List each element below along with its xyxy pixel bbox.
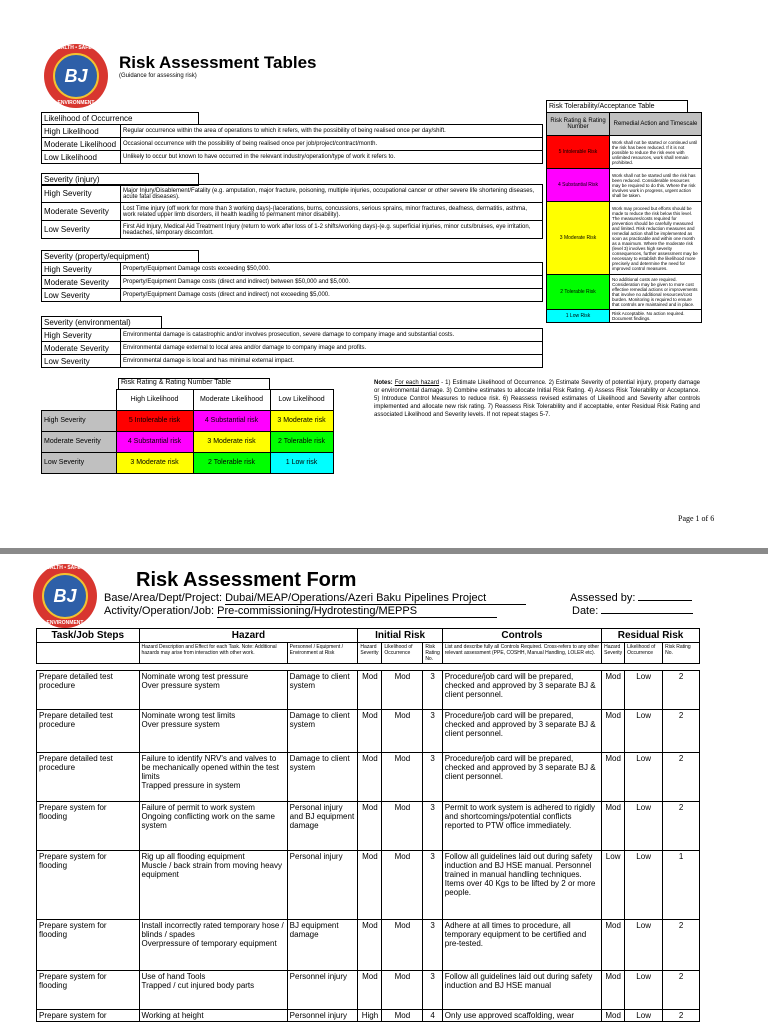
- cell-sev: Mod: [358, 802, 382, 851]
- cell-lik: Mod: [382, 802, 423, 851]
- page-2: [0, 554, 768, 1024]
- table-row: [37, 851, 700, 920]
- cell-at-risk: Damage to client system: [287, 671, 358, 710]
- activity-value: Pre-commissioning/Hydrotesting/MEPPS: [217, 605, 497, 618]
- cell-rnum: 2: [663, 971, 700, 1010]
- cell-sev: Mod: [358, 753, 382, 802]
- form-title: Risk Assessment Form: [136, 569, 357, 591]
- cell-rsev: Mod: [602, 753, 625, 802]
- cell-hazard: Nominate wrong test pressure Over pressure system: [139, 671, 287, 710]
- activity-line: Activity/Operation/Job: Pre-commissioning/Hydrotesting/MEPPS: [104, 605, 497, 617]
- environmental-header: Severity (environmental): [41, 316, 162, 329]
- cell-rsev: Mod: [602, 920, 625, 971]
- cell-at-risk: Damage to client system: [287, 710, 358, 753]
- cell-controls: Adhere at all times to procedure, all temporary equipment to be certified and pre-tested.: [442, 920, 601, 971]
- cell-lik: Mod: [382, 710, 423, 753]
- cell-lik: Mod: [382, 671, 423, 710]
- cell-num: 3: [423, 971, 442, 1010]
- table-row: [37, 710, 700, 753]
- cell-controls: Procedure/job card will be prepared, checked and approved by 3 separate BJ & client personnel.: [442, 753, 601, 802]
- cell-hazard: Failure to identify NRV's and valves to be mechanically opened within the test limits Trapped pressure in system: [139, 753, 287, 802]
- cell-controls: Procedure/job card will be prepared, checked and approved by 3 separate BJ & client personnel.: [442, 710, 601, 753]
- date-line: Date:: [572, 605, 693, 617]
- cell-rlik: Low: [625, 671, 663, 710]
- cell-task: Prepare detailed test procedure: [37, 671, 140, 710]
- base-line: Base/Area/Dept/Project: Dubai/MEAP/Operations/Azeri Baku Pipelines Project: [104, 592, 526, 604]
- cell-lik: Mod: [382, 753, 423, 802]
- base-value: Dubai/MEAP/Operations/Azeri Baku Pipelines Project: [225, 592, 526, 605]
- cell-rsev: Mod: [602, 802, 625, 851]
- cell-num: 3: [423, 920, 442, 971]
- hse-logo-icon: HEALTH • SAFETY BJ ENVIRONMENT: [44, 44, 108, 108]
- injury-header: Severity (injury): [41, 173, 199, 186]
- table-row: [37, 802, 700, 851]
- cell-rlik: Low: [625, 753, 663, 802]
- cell-controls: Follow all guidelines laid out during safety induction and BJ HSE manual: [442, 971, 601, 1010]
- cell-task: Prepare detailed test procedure: [37, 753, 140, 802]
- environmental-table: High Severity Environmental damage is catastrophic and/or involves prosecution, severe damage to company image and substantial costs. Moderate Severity Environmental damage external to local area and/or damage to company image and profits. Low Severity Environmental damage is local and has minimal external impact.: [41, 328, 543, 368]
- cell-at-risk: Personal injury: [287, 851, 358, 920]
- cell-task: Prepare system for flooding: [37, 971, 140, 1010]
- cell-task: Prepare detailed test procedure: [37, 710, 140, 753]
- cell-lik: Mod: [382, 920, 423, 971]
- cell-task: Prepare system for flooding: [37, 802, 140, 851]
- table-row: [37, 971, 700, 1010]
- cell-controls: Procedure/job card will be prepared, checked and approved by 3 separate BJ & client personnel.: [442, 671, 601, 710]
- cell-at-risk: Personnel injury: [287, 971, 358, 1010]
- cell-hazard: Rig up all flooding equipment Muscle / back strain from moving heavy equipment: [139, 851, 287, 920]
- cell-sev: Mod: [358, 971, 382, 1010]
- likelihood-table: High Likelihood Regular occurrence within the area of operations to which it refers, with the possibility of being realised once per day/shift. Moderate Likelihood Occasional occurrence with the possibility of being realised once per job/project/contract/month. Low Likelihood Unlikely to occur but known to have occurred in the relevant industry/operation/type of work it refers to.: [41, 124, 543, 164]
- cell-at-risk: Personal injury and BJ equipment damage: [287, 802, 358, 851]
- cell-sev: Mod: [358, 671, 382, 710]
- table-row: [37, 753, 700, 802]
- cell-hazard: Nominate wrong test limits Over pressure system: [139, 710, 287, 753]
- cell-sev: Mod: [358, 710, 382, 753]
- cell-rlik: Low: [625, 971, 663, 1010]
- cell-rnum: 1: [663, 851, 700, 920]
- cell-hazard: Failure of permit to work system Ongoing conflicting work on the same system: [139, 802, 287, 851]
- cell-num: 3: [423, 671, 442, 710]
- cell-rsev: Low: [602, 851, 625, 920]
- cell-task: Prepare system for flooding: [37, 920, 140, 971]
- cell-rsev: Mod: [602, 710, 625, 753]
- cell-sev: Mod: [358, 851, 382, 920]
- page-subtitle: (Guidance for assessing risk): [119, 73, 197, 79]
- cell-num: 3: [423, 802, 442, 851]
- notes: Notes: For each hazard - 1) Estimate Likelihood of Occurrence. 2) Estimate Severity of potential injury, property damage or environmental damage. 3) Combine estimates to allocate Initial Risk Rating. 4) Assess Risk Tolerability or Acceptance. 5) Introduce Control Measures to reduce risk. 6) Reassess revised estimates of Likelihood and Severity after controls implemented and allocate new risk rating. 7) Reassess Risk Tolerability and if acceptable, enter Residual Risk Rating and associated Likelihood and Severity levels. If not repeat stages 5-7.: [374, 380, 700, 418]
- cell-task: Prepare system for flooding: [37, 851, 140, 920]
- cell-at-risk: Damage to client system: [287, 753, 358, 802]
- cell-sev: Mod: [358, 920, 382, 971]
- cell-lik: Mod: [382, 851, 423, 920]
- cell-controls: Permit to work system is adhered to rigidly and shortcomings/potential conflicts reported to PTW office immediately.: [442, 802, 601, 851]
- cell-rnum: 2: [663, 753, 700, 802]
- cell-rnum: 2: [663, 802, 700, 851]
- cell-hazard: Use of hand Tools Trapped / cut injured body parts: [139, 971, 287, 1010]
- table-row: Prepare system for Working at height Personnel injury High Mod 4 Only use approved scaffolding, wear Mod Low 2: [37, 1010, 700, 1022]
- cell-rsev: Mod: [602, 971, 625, 1010]
- property-header: Severity (property/equipment): [41, 250, 199, 263]
- cell-rlik: Low: [625, 802, 663, 851]
- cell-rlik: Low: [625, 920, 663, 971]
- cell-hazard: Install incorrectly rated temporary hose / blinds / spades Overpressure of temporary equipment: [139, 920, 287, 971]
- assessed-by-line: Assessed by:: [570, 592, 692, 604]
- cell-rnum: 2: [663, 920, 700, 971]
- tolerability-header: Risk Tolerability/Acceptance Table: [546, 100, 688, 113]
- tolerability-table: Risk Rating & Rating Number Remedial Action and Timescale 5 Intolerable Risk Work shall not be started or continued until the risk has been reduced. If it is not possible to reduce the risk even with unlimited resources, work shall remain prohibited. 4 Substantial Risk Work shall not be started until the risk has been reduced. Considerable resources may be required to do this. Where the risk involves work in progress, urgent action shall be taken. 3 Moderate Risk Work may proceed but efforts should be made to reduce the risk below this level. The measures/costs required for prevention should be carefully measured and limited. Risk reduction measures and remedial action shall be implemented as soon as practicable and within one month as a maximum. Where the moderate risk (level 3) involves high severity consequences, further assessment may be necessary to establish the likelihood more precisely and determine the need for improved control measures. 2 Tolerable Risk No additional costs are required. Consideration may be given to more cost effective remedial actions or improvements that involve no additional resources/cost burden. Monitoring is required to ensure that controls are maintained and in place. 1 Low Risk Risk Acceptable. No action required. Document findings.: [546, 112, 702, 323]
- page-title: Risk Assessment Tables: [119, 53, 317, 72]
- injury-table: High Severity Major Injury/Disablement/Fatality (e.g. amputation, major fracture, poisoning, multiple injuries, occupational cancer or other severe life shortening diseases, acute fatal diseases). Moderate Severity Lost Time injury (off work for more than 3 working days)-(lacerations, burns, concussions, serious sprains, minor fractures, deafness, dermatitis, asthma, work related upper limb disorders, ill health leading to permanent minor disability). Low Severity First Aid Injury, Medical Aid Treatment Injury (return to work after loss of 1-2 shifts/working days)-(e.g. superficial injuries, minor cuts/bruises, eye irritation, headaches, temporary discomfort.: [41, 184, 543, 239]
- hse-logo-icon: HEALTH • SAFETY BJ ENVIRONMENT: [33, 564, 97, 628]
- cell-num: 3: [423, 753, 442, 802]
- cell-num: 3: [423, 710, 442, 753]
- cell-rlik: Low: [625, 710, 663, 753]
- table-row: [37, 671, 700, 710]
- property-table: High Severity Property/Equipment Damage costs exceeding $50,000. Moderate Severity Property/Equipment Damage costs (direct and indirect) between $50,000 and $5,000. Low Severity Property/Equipment Damage costs (direct and indirect) not exceeding $5,000.: [41, 262, 543, 302]
- cell-rsev: Mod: [602, 671, 625, 710]
- risk-form-table: Task/Job Steps Hazard Initial Risk Controls Residual Risk Hazard Description and Effect for each Task. Note: Additional hazards may arise from interaction with other work. Personnel / Equipment / Environment at Risk Hazard Severity Likelihood of Occurrence Risk Rating No. List and describe fully all Controls Required. Cross-refers to any other relevant assessment (PPE, COSHH, Manual Handling, LOLER etc). Hazard Severity Likelihood of Occurrence Risk Rating No. Prepare detailed test procedure Nominate wrong test pressure Over pressure system Damage to client system Mod Mod 3 Procedure/job card will be prepared, checked and approved by 3 separate BJ & client personnel. Mod Low 2 Prepare detailed test procedure Nominate wrong test limits Over pressure system Damage to client system Mod Mod 3 Procedure/job card will be prepared, checked and approved by 3 separate BJ & client personnel. Mod Low 2 Prepare detailed test procedure Failure to identify NRV's and valves to be mechanically opened within the test limits Trapped pressure in system Damage to client system Mod Mod 3 Procedure/job card will be prepared, checked and approved by 3 separate BJ & client personnel. Mod Low 2 Prepare system for flooding Failure of permit to work system Ongoing conflicting work on the same system Personal injury and BJ equipment damage Mod Mod 3 Permit to work system is adhered to rigidly and shortcomings/potential conflicts reported to PTW office immediately. Mod Low 2 Prepare system for flooding Rig up all flooding equipment Muscle / back strain from moving heavy equipment Personal injury Mod Mod 3 Follow all guidelines laid out during safety induction and BJ HSE manual. Personnel trained in manual handling techniques. Items over 40 Kgs to be lifted by 2 or more people. Low Low 1 Prepare system for flooding Install incorrectly rated temporary hose / blinds / spades Overpressure of temporary equipment BJ equipment damage Mod Mod 3 Adhere at all times to procedure, all temporary equipment to be certified and pre-tested. Mod Low 2 Prepare system for flooding Use of hand Tools Trapped / cut injured body parts Personnel injury Mod Mod 3 Follow all guidelines laid out during safety induction and BJ HSE manual Mod Low 2 Prepare system for Working at height Personnel injury High Mod 4 Only use approved scaffolding, wear Mod Low 2: [36, 628, 700, 1022]
- matrix-title: Risk Rating & Rating Number Table: [118, 378, 270, 389]
- cell-lik: Mod: [382, 971, 423, 1010]
- cell-rlik: Low: [625, 851, 663, 920]
- cell-rnum: 2: [663, 710, 700, 753]
- cell-rnum: 2: [663, 671, 700, 710]
- cell-num: 3: [423, 851, 442, 920]
- cell-controls: Follow all guidelines laid out during safety induction and BJ HSE manual. Personnel trained in manual handling techniques. Items over 40 Kgs to be lifted by 2 or more people.: [442, 851, 601, 920]
- cell-at-risk: BJ equipment damage: [287, 920, 358, 971]
- risk-matrix: High Likelihood Moderate Likelihood Low Likelihood High Severity 5 Intolerable risk 4 Substantial risk 3 Moderate risk Moderate Severity 4 Substantial risk 3 Moderate risk 2 Tolerable risk Low Severity 3 Moderate risk 2 Tolerable risk 1 Low risk: [41, 389, 334, 474]
- table-row: [37, 920, 700, 971]
- likelihood-header: Likelihood of Occurrence: [41, 112, 199, 125]
- page-number: Page 1 of 6: [678, 514, 715, 523]
